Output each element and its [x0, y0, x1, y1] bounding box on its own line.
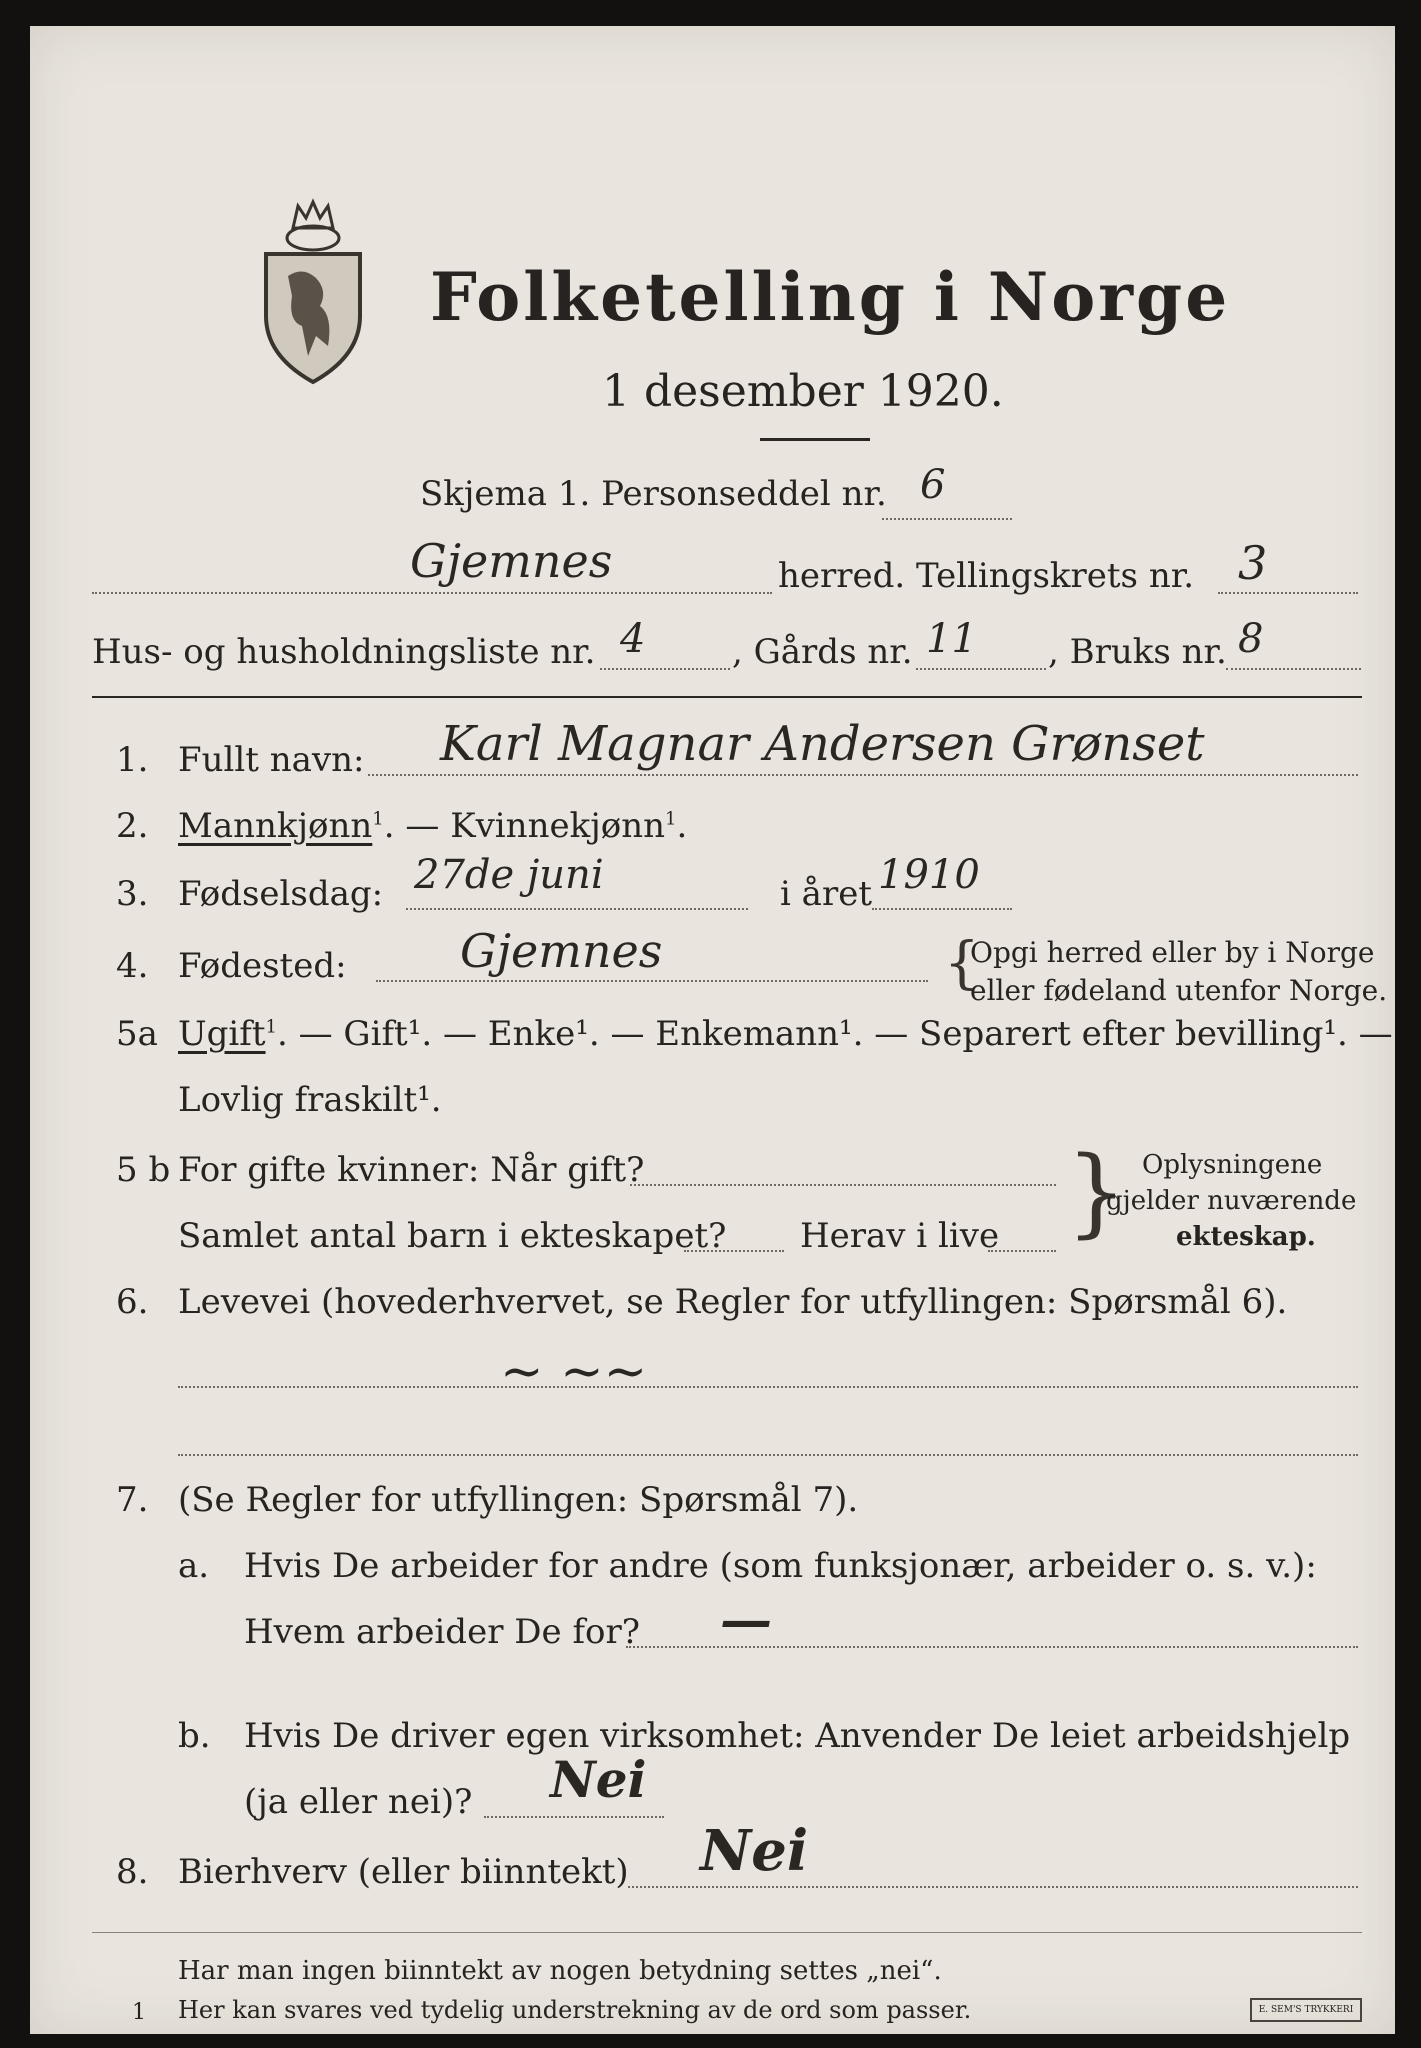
q5b-label1: For gifte kvinner: Når gift?: [178, 1150, 645, 1190]
q6-number: 6.: [116, 1282, 149, 1322]
q5a-other-options[interactable]: . — Gift¹. — Enke¹. — Enkemann¹. — Separert efter bevilling¹. —: [277, 1014, 1393, 1054]
q3-year-label: i året: [780, 874, 872, 914]
footer-note: Har man ingen biinntekt av nogen betydning settes „nei“.: [178, 1956, 942, 1986]
household-value: 4: [620, 616, 646, 662]
q7-label: (Se Regler for utfyllingen: Spørsmål 7).: [178, 1480, 859, 1520]
birthdate-value: 27de juni: [414, 852, 604, 898]
full-name-value: Karl Magnar Andersen Grønset: [440, 716, 1205, 772]
gards-value: 11: [926, 616, 977, 662]
q4-note-line2: eller fødeland utenfor Norge.: [970, 974, 1388, 1007]
herred-value: Gjemnes: [410, 534, 613, 588]
birthplace-field[interactable]: [376, 980, 928, 982]
personseddel-field[interactable]: [882, 518, 1012, 520]
bruks-field[interactable]: [1226, 668, 1361, 670]
q3-label: Fødselsdag:: [178, 874, 384, 914]
q5a-options: Ugift$^1$. — Gift¹. — Enke¹. — Enkemann¹. — Separert efter bevilling¹. —: [178, 1014, 1393, 1054]
q1-number: 1.: [116, 740, 149, 780]
male-option[interactable]: Mannkjønn: [178, 806, 373, 846]
q2-separator: . —: [383, 806, 451, 846]
q2-end: .: [676, 806, 688, 846]
q6-label: Levevei (hovederhvervet, se Regler for utfyllingen: Spørsmål 6).: [178, 1282, 1288, 1322]
q7b-label2: (ja eller nei)?: [244, 1782, 473, 1822]
unmarried-option[interactable]: Ugift: [178, 1014, 266, 1054]
q7a-label: Hvis De arbeider for andre (som funksjonær, arbeider o. s. v.):: [244, 1546, 1317, 1586]
census-date: 1 desember 1920.: [602, 366, 1004, 417]
q5b-number: 5 b: [116, 1150, 171, 1190]
tellingskrets-field[interactable]: [1218, 592, 1358, 594]
q1-label: Fullt navn:: [178, 740, 365, 780]
q7a-label2: Hvem arbeider De for?: [244, 1612, 640, 1652]
occupation-field-line1[interactable]: [178, 1386, 1358, 1388]
q7-number: 7.: [116, 1480, 149, 1520]
herred-field[interactable]: [92, 592, 772, 594]
occupation-value: ~ ~~: [500, 1342, 648, 1402]
header-divider: [92, 696, 1362, 698]
employer-value: —: [720, 1590, 772, 1651]
footnote-number: 1: [132, 2000, 146, 2025]
q4-number: 4.: [116, 946, 149, 986]
personseddel-value: 6: [920, 462, 946, 508]
form-title: Folketelling i Norge: [430, 258, 1231, 336]
birthdate-field[interactable]: [406, 908, 748, 910]
children-alive-field[interactable]: [988, 1250, 1056, 1252]
herred-label: herred. Tellingskrets nr.: [778, 556, 1195, 596]
printer-stamp-text: E. SEM'S TRYKKERI: [1258, 2005, 1354, 2015]
census-form-page: [30, 26, 1395, 2034]
birthplace-value: Gjemnes: [460, 924, 663, 978]
occupation-field-line2[interactable]: [178, 1454, 1358, 1456]
q5b-label2: Samlet antal barn i ekteskapet?: [178, 1216, 727, 1256]
bruks-label: , Bruks nr.: [1048, 632, 1227, 672]
q2-number: 2.: [116, 806, 149, 846]
q4-label: Fødested:: [178, 946, 347, 986]
hired-help-field[interactable]: [484, 1816, 664, 1818]
q5a-line2[interactable]: Lovlig fraskilt¹.: [178, 1080, 442, 1120]
gards-label: , Gårds nr.: [732, 632, 913, 672]
married-when-field[interactable]: [630, 1184, 1056, 1186]
schema-label: Skjema 1. Personseddel nr.: [420, 474, 887, 514]
q5b-note-line3: ekteskap.: [1176, 1222, 1316, 1252]
side-income-value: Nei: [700, 1818, 809, 1884]
household-label: Hus- og husholdningsliste nr.: [92, 632, 596, 672]
footer-divider: [92, 1932, 1362, 1933]
printer-stamp: [1250, 1998, 1362, 2022]
q8-label: Bierhverv (eller biinntekt): [178, 1852, 629, 1892]
q5a-number: 5a: [116, 1014, 158, 1054]
tellingskrets-value: 3: [1238, 536, 1268, 590]
q4-note-bracket: {: [944, 931, 980, 996]
q7b-letter: b.: [178, 1716, 211, 1756]
q5b-note-line1: Oplysningene: [1142, 1150, 1323, 1180]
bruks-value: 8: [1238, 616, 1264, 662]
footnote-text: Her kan svares ved tydelig understrekning av de ord som passer.: [178, 1996, 972, 2024]
title-divider: [760, 438, 870, 441]
hired-help-value: Nei: [550, 1750, 647, 1809]
side-income-field[interactable]: [628, 1886, 1358, 1888]
q7b-label: Hvis De driver egen virksomhet: Anvender De leiet arbeidshjelp: [244, 1716, 1351, 1756]
children-total-field[interactable]: [684, 1250, 784, 1252]
coat-of-arms-icon: [258, 196, 368, 386]
q3-number: 3.: [116, 874, 149, 914]
q8-number: 8.: [116, 1852, 149, 1892]
q5b-note-line2: gjelder nuværende: [1106, 1186, 1357, 1216]
q5b-label3: Herav i live: [800, 1216, 1000, 1256]
birthyear-value: 1910: [878, 852, 980, 898]
q5b-note-bracket: }: [1066, 1136, 1128, 1248]
q2-options: Mannkjønn$^1$. — Kvinnekjønn$^1$.: [178, 806, 688, 846]
female-option[interactable]: Kvinnekjønn: [450, 806, 665, 846]
q7a-letter: a.: [178, 1546, 210, 1586]
birthyear-field[interactable]: [872, 908, 1012, 910]
full-name-field[interactable]: [368, 774, 1358, 776]
q4-note-line1: Opgi herred eller by i Norge: [970, 936, 1375, 969]
gards-field[interactable]: [916, 668, 1046, 670]
household-field[interactable]: [600, 668, 730, 670]
